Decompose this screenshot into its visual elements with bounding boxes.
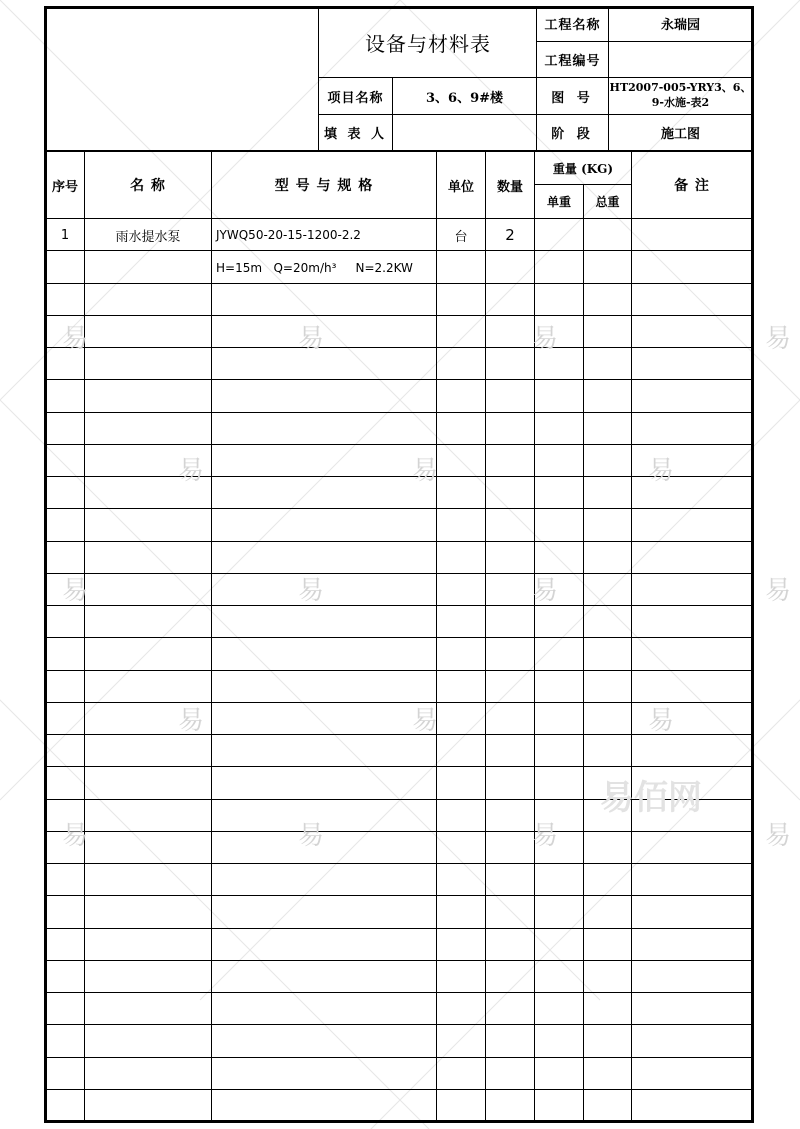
row-2-seq <box>46 252 84 284</box>
watermark-glyph: 易 <box>298 821 325 851</box>
table-column-line <box>583 184 584 1121</box>
header-total-weight: 总重 <box>595 195 620 209</box>
table-row-line <box>46 605 752 606</box>
watermark-glyph: 易 <box>532 576 559 606</box>
watermark-glyph: 易 <box>62 821 89 851</box>
header-weight: 重量 (KG) <box>552 161 614 176</box>
table-column-line <box>534 151 535 1121</box>
drawing-number-line-2: 9-水施-表2 <box>651 96 710 109</box>
table-row-line <box>46 863 752 864</box>
header-unit-weight: 单重 <box>546 195 571 209</box>
table-row-line <box>46 444 752 445</box>
watermark-glyph: 易 <box>62 576 89 606</box>
header-remarks: 备 注 <box>674 178 710 194</box>
row-1-unit: 台 <box>454 229 468 245</box>
table-column-line <box>84 151 85 1121</box>
row-2-total-weight <box>584 252 631 284</box>
table-row-line <box>46 928 752 929</box>
table-row-line <box>46 766 752 767</box>
drawing-number-label: 图 号 <box>551 90 594 106</box>
item-name-value: 3、6、9#楼 <box>425 90 504 106</box>
table-column-line <box>211 151 212 1121</box>
table-column-line <box>485 151 486 1121</box>
table-row-line <box>46 895 752 896</box>
row-1-unit-weight <box>535 219 583 251</box>
watermark-glyph: 易 <box>765 576 792 606</box>
watermark-glyph: 易 <box>412 456 439 486</box>
drawing-number-value <box>609 80 752 114</box>
header-seq: 序号 <box>51 179 78 195</box>
item-name-label: 项目名称 <box>327 90 384 106</box>
header-unit: 单位 <box>447 179 474 195</box>
watermark-glyph: 易 <box>298 576 325 606</box>
project-number-label: 工程编号 <box>544 54 601 69</box>
row-2-spec: H=15m Q=20m/h³ N=2.2KW <box>216 261 413 275</box>
table-column-line <box>436 151 437 1121</box>
table-row-line <box>46 734 752 735</box>
table-row-line <box>46 992 752 993</box>
watermark-glyph: 易 <box>532 821 559 851</box>
row-1-qty: 2 <box>505 226 515 244</box>
table-row-line <box>46 1089 752 1090</box>
table-row-line <box>46 799 752 800</box>
table-row-line <box>46 637 752 638</box>
table-row-line <box>46 541 752 542</box>
header-spec: 型 号 与 规 格 <box>274 178 374 194</box>
table-row-line <box>46 1057 752 1058</box>
watermark-glyph: 易 <box>178 706 205 736</box>
table-row-line <box>46 670 752 671</box>
filled-by-label: 填 表 人 <box>323 127 388 142</box>
watermark-glyph: 易 <box>62 324 89 354</box>
document-title: 设备与材料表 <box>365 31 491 56</box>
row-2-qty <box>486 252 534 284</box>
watermark-glyph: 易 <box>412 706 439 736</box>
project-name-value: 永瑞园 <box>660 18 700 33</box>
table-row-line <box>46 702 752 703</box>
row-2-unit-weight <box>535 252 583 284</box>
header-name: 名 称 <box>130 178 166 194</box>
table-row-line <box>46 1024 752 1025</box>
row-1-name: 雨水提水泵 <box>115 229 181 245</box>
row-2-unit <box>437 252 485 284</box>
row-2-remarks <box>632 252 752 284</box>
row-1-spec: JYWQ50-20-15-1200-2.2 <box>216 228 361 242</box>
watermark-brand-logo: 易佰网 <box>600 778 702 818</box>
table-row-line <box>46 347 752 348</box>
table-row-line <box>46 379 752 380</box>
filled-by-value <box>393 115 536 150</box>
watermark-glyph: 易 <box>648 706 675 736</box>
watermark-glyph: 易 <box>532 324 559 354</box>
project-number-value <box>609 42 752 77</box>
watermark-glyph: 易 <box>178 456 205 486</box>
table-row-line <box>46 831 752 832</box>
table-row-line <box>46 315 752 316</box>
project-name-label: 工程名称 <box>544 18 601 33</box>
stage-value: 施工图 <box>660 127 700 142</box>
stage-label: 阶 段 <box>551 127 594 142</box>
table-row-line <box>46 508 752 509</box>
watermark-glyph: 易 <box>765 821 792 851</box>
row-1-total-weight <box>584 219 631 251</box>
row-2-name <box>85 252 211 284</box>
watermark-glyph: 易 <box>765 324 792 354</box>
watermark-glyph: 易 <box>648 456 675 486</box>
table-row-line <box>46 573 752 574</box>
row-1-remarks <box>632 219 752 251</box>
table-row-line <box>46 412 752 413</box>
header-qty: 数量 <box>496 179 523 195</box>
table-column-line <box>631 151 632 1121</box>
drawing-number-line-1: HT2007-005-YRY3、6、 <box>609 81 752 94</box>
watermark-glyph: 易 <box>298 324 325 354</box>
table-row-line <box>46 960 752 961</box>
table-row-line <box>46 476 752 477</box>
row-1-seq: 1 <box>60 227 70 243</box>
